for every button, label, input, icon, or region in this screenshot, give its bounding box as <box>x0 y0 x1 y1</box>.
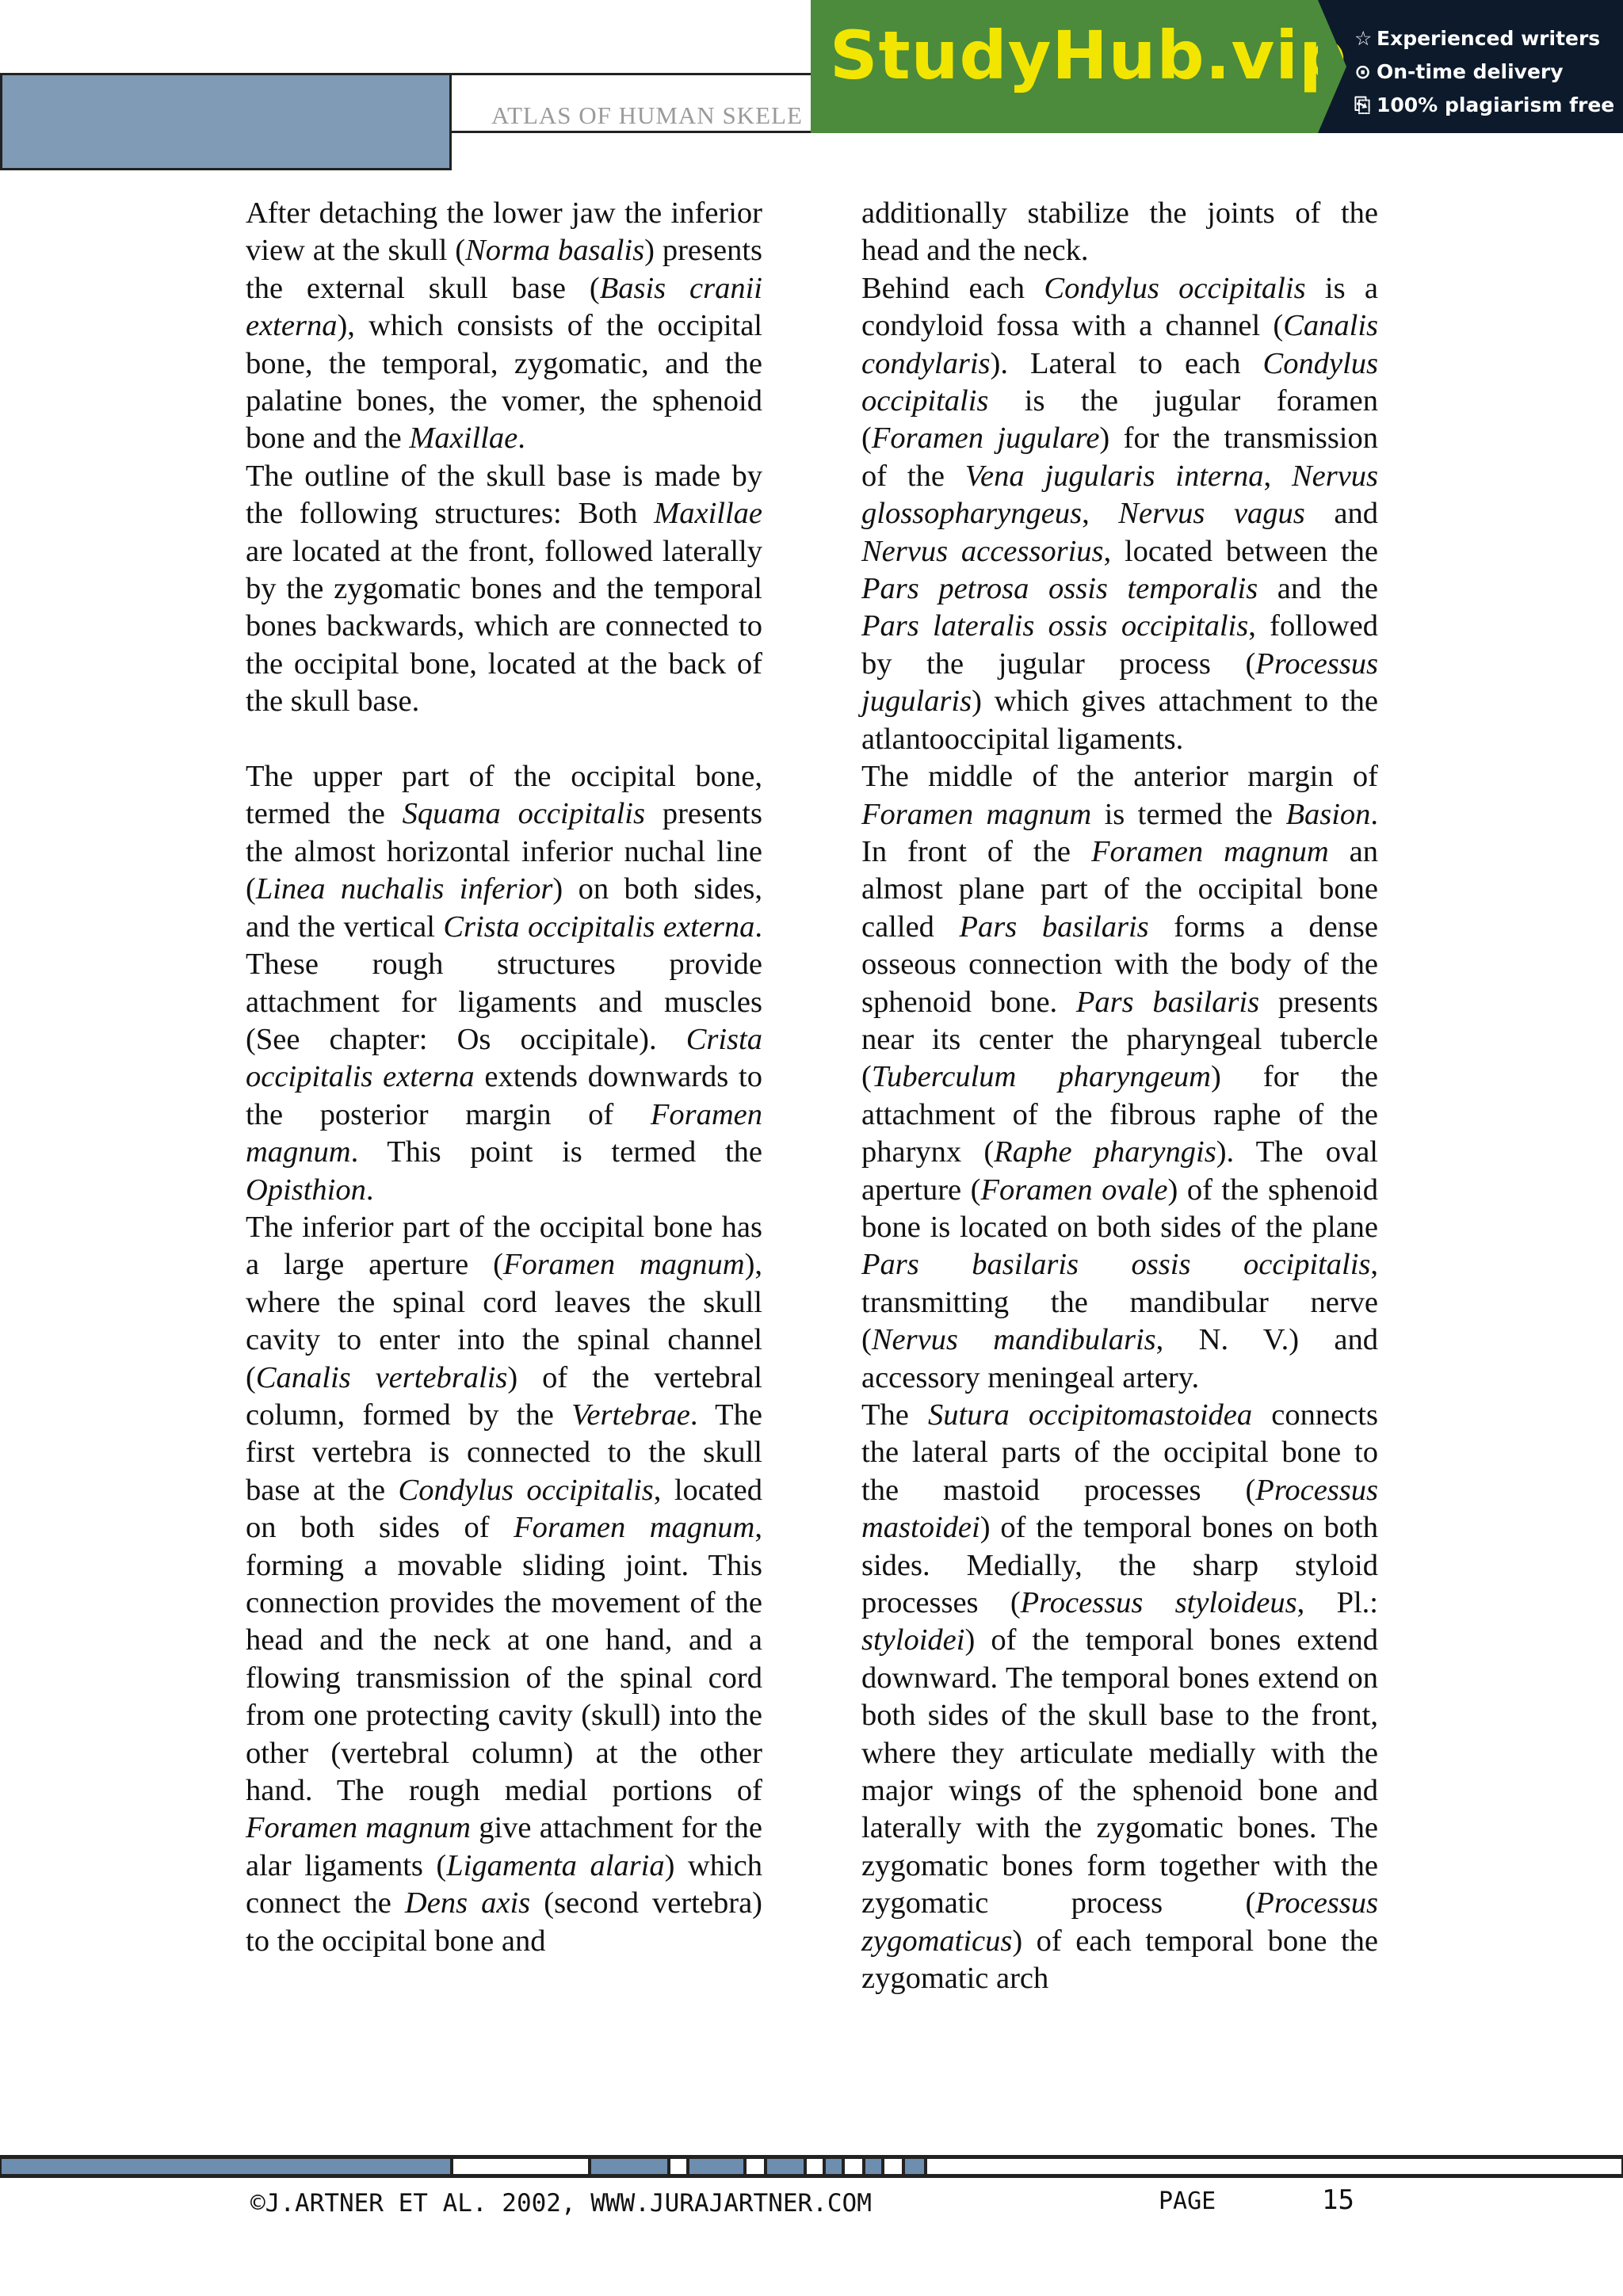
clock-icon: ⊙ <box>1354 60 1371 83</box>
footer-bar-block <box>805 2157 824 2176</box>
footer-rule-bottom <box>0 2176 1623 2178</box>
ad-feature-label: On-time delivery <box>1377 60 1564 83</box>
ad-feature-list <box>1354 22 1614 122</box>
body-paragraph: The inferior part of the occipital bone has a large aperture (Foramen magnum), where the spinal cord leaves the skull cavity to enter into the spinal channel (Canalis vertebralis) of the vertebral column, formed by the Vertebrae. The first vertebra is connected to the skull base at the Condylus occipitalis, located on both sides of Foramen magnum, forming a movable sliding joint. This connection provides the movement of the head and the neck at one hand, and a flowing transmission of the spinal cord from one protecting cavity (skull) into the other (vertebral column) at the other hand. The rough medial portions of Foramen magnum give attachment for the alar ligaments (Ligamenta alaria) which connect the Dens axis (second vertebra) to the occipital bone and <box>246 1210 763 1958</box>
ad-logo-panel <box>811 0 1348 133</box>
body-paragraph: The middle of the anterior margin of Foramen magnum is termed the Basion. In front of the Foramen magnum an almost plane part of the occipital bone called Pars basilaris forms a dense osseous connection with the body of the sphenoid bone. Pars basilaris presents near its center the pharyngeal tubercle (Tuberculum pharyngeum) for the attachment of the fibrous raphe of the pharynx (Raphe pharyngis). The oval aperture (Foramen ovale) of the sphenoid bone is located on both sides of the plane Pars basilaris ossis occipitalis, transmitting the mandibular nerve (Nervus mandibularis, N. V.) and accessory meningeal artery. <box>861 760 1379 1394</box>
footer-copyright: ©J.ARTNER ET AL. 2002, WWW.JURAJARTNER.COM <box>250 2189 872 2218</box>
ad-feature-label: Experienced writers <box>1377 27 1601 50</box>
right-text-column <box>861 195 1378 1998</box>
body-paragraph: The outline of the skull base is made by the following structures: Both Maxillae are located at the front, followed laterally by the zygomatic bones and the temporal bones backwards, which are connected to the occipital bone, located at the back of the skull base. <box>246 459 762 719</box>
document-check-icon: ⎘ <box>1354 93 1371 116</box>
ad-banner[interactable] <box>811 0 1623 133</box>
star-icon: ☆ <box>1354 27 1373 50</box>
footer-bar-block <box>926 2157 1623 2176</box>
footer-bar-block <box>452 2157 590 2176</box>
header-color-block <box>0 73 452 170</box>
footer-bar-block <box>824 2157 843 2176</box>
footer-bar-block <box>0 2157 452 2176</box>
body-paragraph: After detaching the lower jaw the inferior view at the skull (Norma basalis) presents the external skull base (Basis cranii externa), which consists of the occipital bone, the temporal, zygomatic, and the palatine bones, the vomer, the sphenoid bone and the Maxillae. <box>246 196 763 456</box>
footer-page-number: 15 <box>1322 2184 1354 2216</box>
running-header-title: ATLAS OF HUMAN SKELE <box>491 101 803 129</box>
footer-bar-block <box>745 2157 766 2176</box>
footer-bar-block <box>590 2157 669 2176</box>
ad-feature-item <box>1354 89 1614 122</box>
footer-bar-block <box>669 2157 688 2176</box>
body-paragraph: additionally stabilize the joints of the head and the neck. <box>861 196 1378 268</box>
ad-feature-item <box>1354 22 1614 55</box>
ad-logo: StudyHub.vip <box>830 17 1348 94</box>
footer-bar-block <box>766 2157 805 2176</box>
footer-bar-block <box>903 2157 926 2176</box>
footer-page-label: PAGE <box>1159 2187 1216 2215</box>
paragraph-spacer <box>246 721 762 758</box>
footer-bar-block <box>688 2157 745 2176</box>
left-text-column <box>246 195 762 1960</box>
body-paragraph: The Sutura occipitomastoidea connects the lateral parts of the occipital bone to the mastoid processes (Processus mastoidei) of the temporal bones on both sides. Medially, the sharp styloid processes (Processus styloideus, Pl.: styloidei) of the temporal bones extend downward. The temporal bones extend on both sides of the skull base to the front, where they articulate medially with the major wings of the sphenoid bone and laterally with the zygomatic bones. The zygomatic bones form together with the zygomatic process (Processus zygomaticus) of each temporal bone the zygomatic arch <box>861 1398 1378 1996</box>
ad-feature-item <box>1354 55 1614 89</box>
body-paragraph: Behind each Condylus occipitalis is a condyloid fossa with a channel (Canalis condylaris). Lateral to each Condylus occipitalis is the jugular foramen (Foramen jugulare) for the transmission of the Vena jugularis interna, Nervus glossopharyngeus, Nervus vagus and Nervus accessorius, located between the Pars petrosa ossis temporalis and the Pars lateralis ossis occipitalis, followed by the jugular process (Processus jugularis) which gives attachment to the atlantooccipital ligaments. <box>861 271 1379 756</box>
footer-bar-block <box>843 2157 864 2176</box>
body-paragraph: The upper part of the occipital bone, termed the Squama occipitalis presents the almost horizontal inferior nuchal line (Linea nuchalis inferior) on both sides, and the vertical Crista occipitalis externa. These rough structures provide attachment for ligaments and muscles (See chapter: Os occipitale). Crista occipitalis externa extends downwards to the posterior margin of Foramen magnum. This point is termed the Opisthion. <box>246 760 762 1207</box>
footer-bar-block <box>864 2157 883 2176</box>
ad-feature-label: 100% plagiarism free <box>1377 93 1615 116</box>
footer-bar-block <box>883 2157 903 2176</box>
